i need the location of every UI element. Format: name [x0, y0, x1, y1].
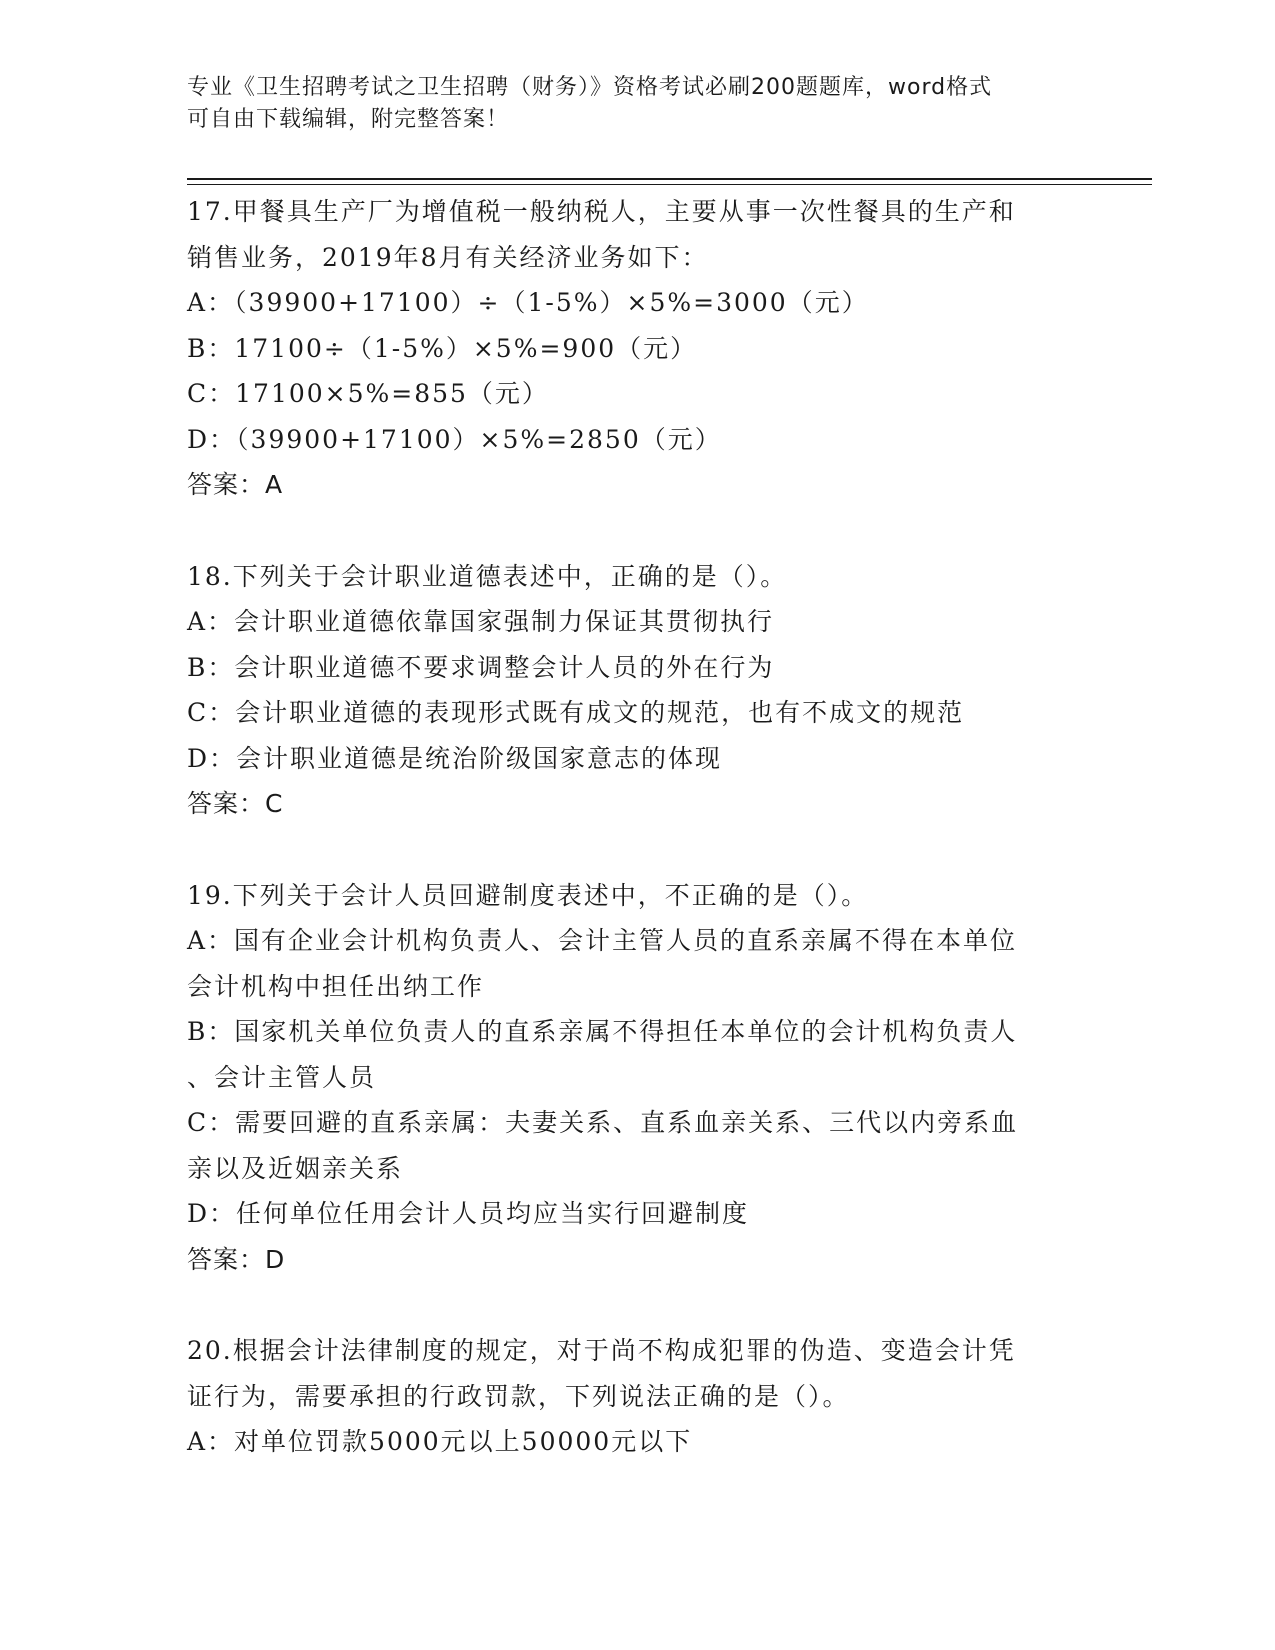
- option-c-line: 亲以及近姻亲关系: [187, 1153, 404, 1183]
- option-a-line: A：会计职业道德依靠国家强制力保证其贯彻执行: [187, 607, 775, 636]
- option-a-line: A：（39900+17100）÷（1-5%）×5%=3000（元）: [187, 288, 869, 317]
- question-stem-line: 19.下列关于会计人员回避制度表述中，不正确的是（）。: [187, 880, 869, 910]
- answer-label: 答案：A: [187, 470, 284, 499]
- option-a-line: A：对单位罚款5000元以上50000元以下: [187, 1427, 693, 1456]
- header-divider-thin: [187, 184, 1152, 185]
- question-stem-line: 18.下列关于会计职业道德表述中，正确的是（）。: [187, 561, 788, 591]
- option-a-line: A：国有企业会计机构负责人、会计主管人员的直系亲属不得在本单位: [187, 926, 1018, 955]
- option-b-line: B：17100÷（1-5%）×5%=900（元）: [187, 333, 698, 363]
- option-d-line: D：会计职业道德是统治阶级国家意志的体现: [187, 743, 723, 773]
- option-c-line: C：17100×5%=855（元）: [187, 379, 549, 408]
- answer-label: 答案：C: [187, 789, 284, 818]
- question-stem-line: 销售业务，2019年8月有关经济业务如下：: [187, 242, 709, 272]
- option-c-line: C：需要回避的直系亲属：夫妻关系、直系血亲关系、三代以内旁系血: [187, 1108, 1019, 1137]
- header-title-line-2: 可自由下载编辑，附完整答案！: [187, 107, 510, 132]
- option-c-line: C：会计职业道德的表现形式既有成文的规范，也有不成文的规范: [187, 698, 965, 727]
- header-divider-thick: [187, 178, 1152, 180]
- question-stem-line: 20.根据会计法律制度的规定，对于尚不构成犯罪的伪造、变造会计凭: [187, 1336, 1016, 1365]
- question-stem-line: 17.甲餐具生产厂为增值税一般纳税人，主要从事一次性餐具的生产和: [187, 197, 1016, 226]
- option-d-line: D：（39900+17100）×5%=2850（元）: [187, 424, 722, 454]
- option-b-line: B：国家机关单位负责人的直系亲属不得担任本单位的会计机构负责人: [187, 1017, 1018, 1046]
- question-18: [187, 554, 1087, 827]
- question-20: [187, 1328, 1087, 1465]
- document-header: [187, 72, 1067, 136]
- option-b-line: 、会计主管人员: [187, 1062, 377, 1092]
- option-a-line: 会计机构中担任出纳工作: [187, 971, 485, 1001]
- question-list: [187, 189, 1087, 1511]
- option-b-line: B：会计职业道德不要求调整会计人员的外在行为: [187, 652, 775, 682]
- question-17: [187, 189, 1087, 508]
- question-stem-line: 证行为，需要承担的行政罚款，下列说法正确的是（）。: [187, 1381, 850, 1411]
- option-d-line: D：任何单位任用会计人员均应当实行回避制度: [187, 1199, 750, 1228]
- header-title-line-1: 专业《卫生招聘考试之卫生招聘（财务）》资格考试必刷200题题库，word格式: [187, 75, 993, 100]
- question-19: [187, 873, 1087, 1283]
- answer-label: 答案：D: [187, 1244, 286, 1274]
